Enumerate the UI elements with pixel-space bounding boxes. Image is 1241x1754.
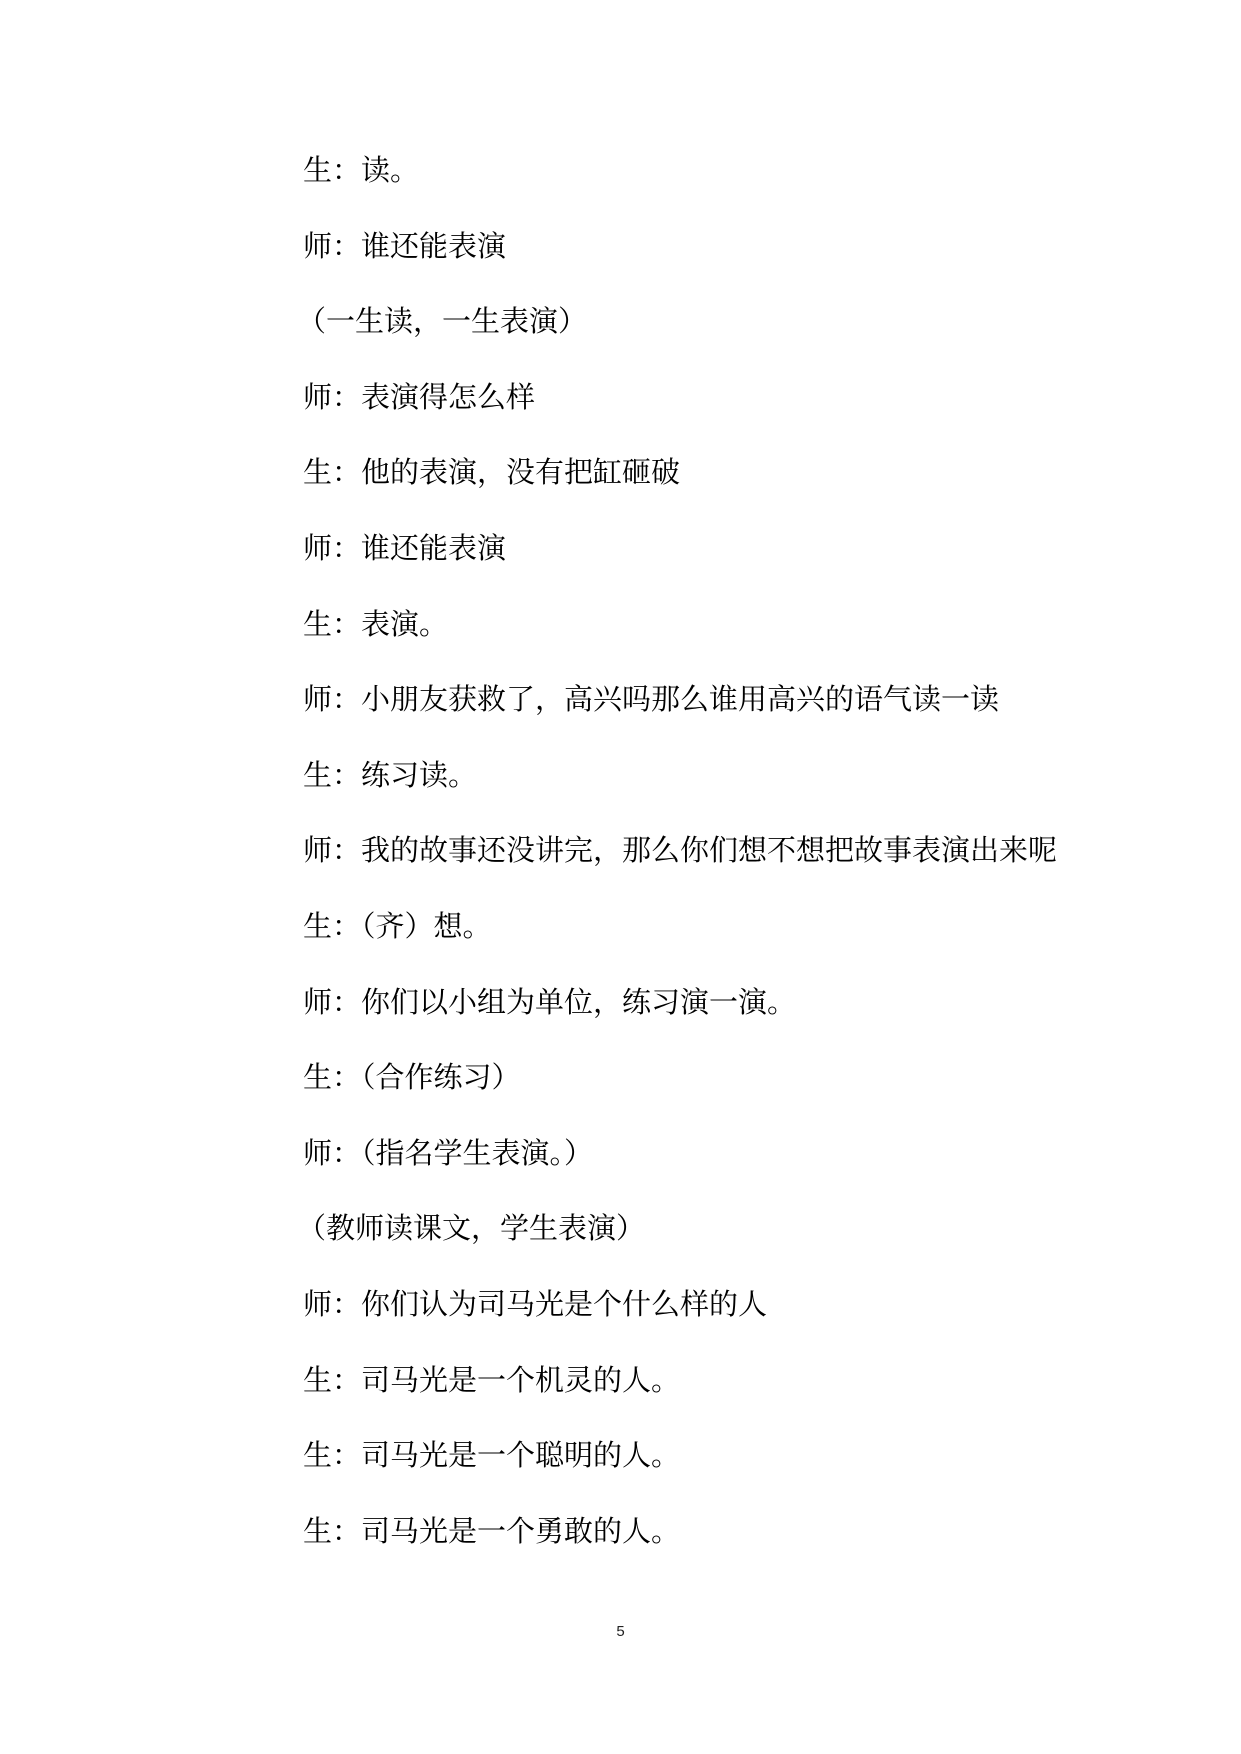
dialogue-line: 生：司马光是一个机灵的人。 <box>303 1362 681 1397</box>
dialogue-line: 师：表演得怎么样 <box>303 379 536 414</box>
dialogue-line: 生：练习读。 <box>303 757 478 792</box>
dialogue-line: 生：读。 <box>303 153 420 187</box>
dialogue-line: 师：（指名学生表演。） <box>303 1135 594 1170</box>
dialogue-line: 生：司马光是一个聪明的人。 <box>303 1438 681 1473</box>
dialogue-line: 师：谁还能表演 <box>303 530 507 565</box>
dialogue-line: 师：谁还能表演 <box>303 228 507 263</box>
stage-direction-line: （教师读课文，学生表演） <box>297 1211 646 1246</box>
stage-direction-line: （一生读，一生表演） <box>297 304 588 339</box>
dialogue-line: 师：我的故事还没讲完，那么你们想不想把故事表演出来呢 <box>303 833 1058 868</box>
document-body <box>297 146 1063 1582</box>
dialogue-line: 生：（齐）想。 <box>303 908 492 943</box>
dialogue-line: 师：你们以小组为单位，练习演一演。 <box>303 984 797 1019</box>
dialogue-line: 生：他的表演，没有把缸砸破 <box>303 455 681 490</box>
page-number: 5 <box>616 1623 625 1640</box>
dialogue-line: 生：表演。 <box>303 606 449 641</box>
dialogue-line: 师：你们认为司马光是个什么样的人 <box>303 1286 768 1321</box>
dialogue-line: 生：司马光是一个勇敢的人。 <box>303 1513 681 1548</box>
dialogue-line: 生：（合作练习） <box>303 1060 521 1095</box>
dialogue-line: 师：小朋友获救了，高兴吗那么谁用高兴的语气读一读 <box>303 682 1000 717</box>
